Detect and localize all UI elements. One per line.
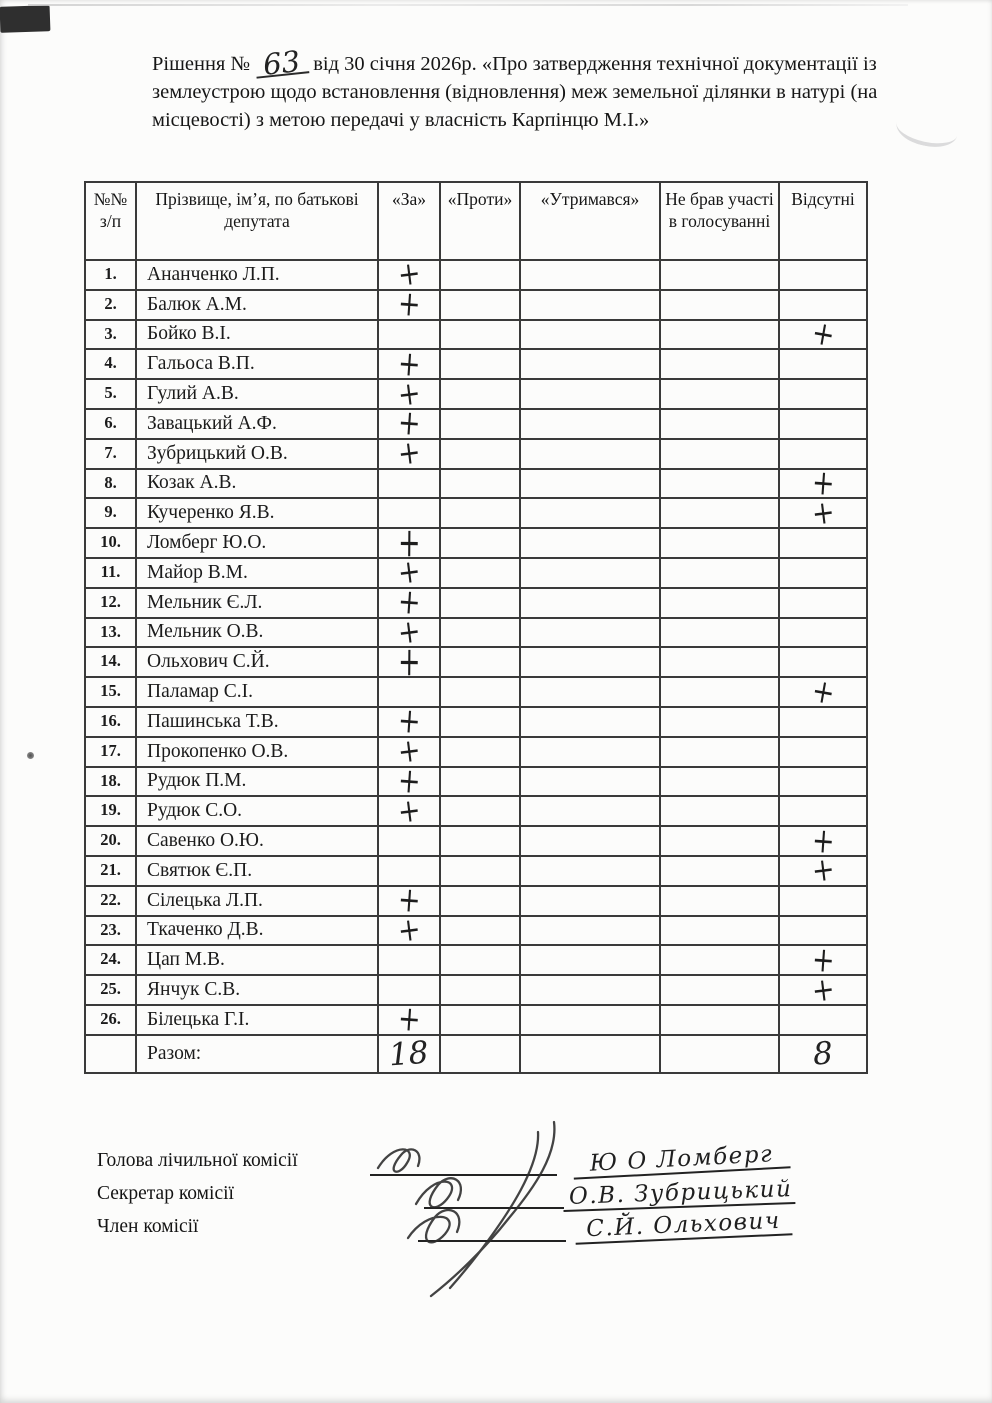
col-header-number: №№ з/п	[85, 182, 136, 260]
scan-dot	[27, 752, 34, 759]
row-number: 6.	[85, 409, 136, 439]
table-row	[85, 439, 867, 469]
vote-mark: +	[396, 880, 422, 922]
vote-proty-cell	[440, 588, 520, 618]
table-row	[85, 469, 867, 499]
vote-nebrav-cell	[660, 439, 779, 469]
deputy-name: Рудюк П.М.	[136, 767, 378, 797]
vote-utrymavsia-cell	[520, 677, 660, 707]
vote-proty-cell	[440, 796, 520, 826]
table-row	[85, 737, 867, 767]
vote-nebrav-cell	[660, 528, 779, 558]
vote-mark: +	[396, 582, 422, 624]
table-row	[85, 916, 867, 946]
totals-vidsutni-value: 8	[811, 1035, 835, 1073]
row-number: 12.	[85, 588, 136, 618]
vote-nebrav-cell	[660, 588, 779, 618]
deputy-name: Білецька Г.І.	[136, 1005, 378, 1035]
vote-za-cell	[378, 791, 440, 831]
vote-vidsutni-cell	[779, 767, 867, 797]
vote-vidsutni-cell: +	[779, 498, 867, 528]
vote-vidsutni-cell	[779, 618, 867, 648]
vote-vidsutni-cell: +	[779, 975, 867, 1005]
vote-proty-cell	[440, 707, 520, 737]
deputy-name: Гальоса В.П.	[136, 349, 378, 379]
totals-label: Разом:	[136, 1035, 378, 1073]
vote-nebrav-cell	[660, 886, 779, 916]
signature-scribble	[358, 1116, 590, 1306]
vote-proty-cell	[440, 826, 520, 856]
vote-nebrav-cell	[660, 737, 779, 767]
row-number: 11.	[85, 558, 136, 588]
row-number: 20.	[85, 826, 136, 856]
vote-mark: +	[396, 284, 422, 326]
totals-utrymavsia-cell	[520, 1035, 660, 1073]
decision-title	[152, 44, 884, 134]
table-row	[85, 409, 867, 439]
totals-row	[85, 1035, 867, 1073]
vote-utrymavsia-cell	[520, 469, 660, 499]
vote-utrymavsia-cell	[520, 707, 660, 737]
deputy-name: Балюк А.М.	[136, 290, 378, 320]
vote-nebrav-cell	[660, 349, 779, 379]
deputy-name: Сілецька Л.П.	[136, 886, 378, 916]
vote-vidsutni-cell: +	[779, 826, 867, 856]
vote-nebrav-cell	[660, 260, 779, 290]
vote-nebrav-cell	[660, 796, 779, 826]
vote-proty-cell	[440, 737, 520, 767]
vote-utrymavsia-cell	[520, 320, 660, 350]
totals-nebrav-cell	[660, 1035, 779, 1073]
vote-vidsutni-cell: +	[779, 320, 867, 350]
vote-nebrav-cell	[660, 409, 779, 439]
col-header-za: «За»	[378, 182, 440, 260]
vote-proty-cell	[440, 767, 520, 797]
vote-vidsutni-cell	[779, 349, 867, 379]
table-row	[85, 767, 867, 797]
deputy-name: Ананченко Л.П.	[136, 260, 378, 290]
vote-proty-cell	[440, 618, 520, 648]
table-row	[85, 290, 867, 320]
vote-proty-cell	[440, 677, 520, 707]
row-number: 10.	[85, 528, 136, 558]
deputy-name: Ткаченко Д.В.	[136, 916, 378, 946]
vote-mark: +	[397, 519, 421, 567]
row-number: 4.	[85, 349, 136, 379]
vote-vidsutni-cell	[779, 588, 867, 618]
deputy-name: Ломберг Ю.О.	[136, 528, 378, 558]
table-row	[85, 647, 867, 677]
vote-utrymavsia-cell	[520, 588, 660, 618]
vote-nebrav-cell	[660, 1005, 779, 1035]
vote-utrymavsia-cell	[520, 975, 660, 1005]
table-row	[85, 320, 867, 350]
vote-proty-cell	[440, 290, 520, 320]
deputy-name: Кучеренко Я.В.	[136, 498, 378, 528]
scan-top-line	[28, 4, 908, 6]
vote-mark: +	[396, 343, 422, 385]
deputy-name: Прокопенко О.В.	[136, 737, 378, 767]
vote-mark: +	[395, 434, 423, 474]
table-row	[85, 498, 867, 528]
col-header-ne-brav: Не брав участі в голосуванні	[660, 182, 779, 260]
vote-utrymavsia-cell	[520, 498, 660, 528]
vote-proty-cell	[440, 498, 520, 528]
table-row	[85, 945, 867, 975]
vote-proty-cell	[440, 349, 520, 379]
deputy-name: Савенко О.Ю.	[136, 826, 378, 856]
vote-utrymavsia-cell	[520, 796, 660, 826]
table-row	[85, 260, 867, 290]
vote-proty-cell	[440, 916, 520, 946]
row-number: 15.	[85, 677, 136, 707]
row-number: 2.	[85, 290, 136, 320]
vote-nebrav-cell	[660, 856, 779, 886]
vote-nebrav-cell	[660, 379, 779, 409]
totals-empty-cell	[85, 1035, 136, 1073]
vote-proty-cell	[440, 439, 520, 469]
table-row	[85, 349, 867, 379]
vote-za-cell	[378, 284, 440, 326]
vote-proty-cell	[440, 1005, 520, 1035]
deputy-name: Мельник Є.Л.	[136, 588, 378, 618]
deputy-name: Цап М.В.	[136, 945, 378, 975]
row-number: 14.	[85, 647, 136, 677]
table-row	[85, 1005, 867, 1035]
table-row	[85, 826, 867, 856]
row-number: 3.	[85, 320, 136, 350]
vote-vidsutni-cell: +	[779, 677, 867, 707]
row-number: 1.	[85, 260, 136, 290]
vote-vidsutni-cell	[779, 886, 867, 916]
vote-utrymavsia-cell	[520, 1005, 660, 1035]
table-header-row	[85, 182, 867, 260]
vote-vidsutni-cell: +	[779, 945, 867, 975]
sig-name-member: С.Й. Ольхович	[574, 1207, 792, 1244]
deputy-name: Гулий А.В.	[136, 379, 378, 409]
deputy-name: Ольхович С.Й.	[136, 647, 378, 677]
vote-utrymavsia-cell	[520, 290, 660, 320]
row-number: 7.	[85, 439, 136, 469]
vote-nebrav-cell	[660, 647, 779, 677]
vote-proty-cell	[440, 469, 520, 499]
decision-title-text: від 30 січня 2026р. «Про затвердження технічної документації із землеустрою щодо встановлення (відновлення) меж земельної ділянки в натурі (на місцевості) з метою передачі у власність Карпінцю М.І.»	[152, 53, 878, 131]
vote-nebrav-cell	[660, 677, 779, 707]
vote-utrymavsia-cell	[520, 647, 660, 677]
vote-za-cell	[378, 469, 440, 499]
row-number: 8.	[85, 469, 136, 499]
vote-nebrav-cell	[660, 320, 779, 350]
vote-utrymavsia-cell	[520, 767, 660, 797]
vote-utrymavsia-cell	[520, 349, 660, 379]
vote-mark: +	[397, 638, 421, 686]
vote-utrymavsia-cell	[520, 379, 660, 409]
vote-za-cell	[378, 343, 440, 385]
vote-mark: +	[396, 760, 422, 803]
vote-vidsutni-cell	[779, 528, 867, 558]
vote-proty-cell	[440, 975, 520, 1005]
table-row	[85, 886, 867, 916]
vote-utrymavsia-cell	[520, 737, 660, 767]
vote-proty-cell	[440, 409, 520, 439]
vote-mark: +	[396, 999, 422, 1041]
row-number: 16.	[85, 707, 136, 737]
vote-nebrav-cell	[660, 916, 779, 946]
vote-za-cell	[378, 910, 440, 950]
row-number: 25.	[85, 975, 136, 1005]
vote-utrymavsia-cell	[520, 856, 660, 886]
vote-proty-cell	[440, 320, 520, 350]
vote-za-cell	[378, 638, 440, 686]
totals-vidsutni-cell	[779, 1035, 867, 1073]
totals-proty-cell	[440, 1035, 520, 1073]
row-number: 24.	[85, 945, 136, 975]
sig-role-secretary: Секретар комісії	[97, 1183, 234, 1204]
vote-nebrav-cell	[660, 618, 779, 648]
table-row	[85, 558, 867, 588]
row-number: 19.	[85, 796, 136, 826]
table-row	[85, 379, 867, 409]
vote-utrymavsia-cell	[520, 528, 660, 558]
decision-title-prefix: Рішення №	[152, 53, 251, 75]
vote-proty-cell	[440, 886, 520, 916]
row-number: 9.	[85, 498, 136, 528]
col-header-vidsutni: Відсутні	[779, 182, 867, 260]
vote-za-cell	[378, 826, 440, 856]
scan-smudge	[893, 106, 961, 152]
col-header-utrymavsia: «Утримався»	[520, 182, 660, 260]
vote-proty-cell	[440, 945, 520, 975]
vote-mark: +	[395, 553, 423, 593]
vote-proty-cell	[440, 558, 520, 588]
row-number: 23.	[85, 916, 136, 946]
vote-nebrav-cell	[660, 498, 779, 528]
decision-number-handwritten: 63	[254, 50, 309, 78]
vote-mark: +	[395, 791, 423, 831]
scan-corner-mark	[0, 5, 50, 33]
vote-utrymavsia-cell	[520, 409, 660, 439]
table-row	[85, 975, 867, 1005]
sig-name-head: Ю О Ломберг	[572, 1140, 790, 1179]
vote-nebrav-cell	[660, 945, 779, 975]
deputy-name: Святюк Є.П.	[136, 856, 378, 886]
table-row	[85, 707, 867, 737]
vote-proty-cell	[440, 379, 520, 409]
table-row	[85, 856, 867, 886]
vote-utrymavsia-cell	[520, 886, 660, 916]
vote-vidsutni-cell: +	[779, 469, 867, 499]
sig-name-secretary: О.В. Зубрицький	[563, 1176, 796, 1212]
vote-za-cell	[378, 434, 440, 474]
row-number: 18.	[85, 767, 136, 797]
table-row	[85, 528, 867, 558]
deputy-name: Бойко В.І.	[136, 320, 378, 350]
vote-utrymavsia-cell	[520, 558, 660, 588]
voting-table	[84, 181, 868, 1074]
sig-role-member: Член комісії	[97, 1216, 199, 1237]
vote-nebrav-cell	[660, 469, 779, 499]
vote-utrymavsia-cell	[520, 916, 660, 946]
vote-nebrav-cell	[660, 826, 779, 856]
table-row	[85, 618, 867, 648]
vote-proty-cell	[440, 647, 520, 677]
vote-za-cell	[378, 945, 440, 975]
vote-vidsutni-cell	[779, 409, 867, 439]
table-row	[85, 588, 867, 618]
vote-utrymavsia-cell	[520, 260, 660, 290]
deputy-name: Козак А.В.	[136, 469, 378, 499]
vote-nebrav-cell	[660, 767, 779, 797]
deputy-name: Зубрицький О.В.	[136, 439, 378, 469]
row-number: 5.	[85, 379, 136, 409]
vote-za-cell	[378, 999, 440, 1041]
deputy-name: Паламар С.І.	[136, 677, 378, 707]
vote-mark: +	[395, 374, 423, 414]
col-header-name: Прізвище, ім’я, по батькові депутата	[136, 182, 378, 260]
vote-nebrav-cell	[660, 975, 779, 1005]
deputy-name: Янчук С.В.	[136, 975, 378, 1005]
vote-mark: +	[395, 732, 423, 772]
vote-mark: +	[396, 403, 422, 445]
vote-vidsutni-cell: +	[779, 856, 867, 886]
vote-nebrav-cell	[660, 558, 779, 588]
vote-vidsutni-cell	[779, 558, 867, 588]
vote-utrymavsia-cell	[520, 826, 660, 856]
deputy-name: Пашинська Т.В.	[136, 707, 378, 737]
vote-vidsutni-cell	[779, 379, 867, 409]
totals-za-value: 18	[387, 1034, 430, 1074]
vote-mark: +	[395, 255, 423, 295]
vote-mark: +	[395, 910, 423, 950]
deputy-name: Мельник О.В.	[136, 618, 378, 648]
col-header-proty: «Проти»	[440, 182, 520, 260]
vote-proty-cell	[440, 260, 520, 290]
vote-za-cell	[378, 760, 440, 803]
vote-mark: +	[395, 612, 423, 652]
vote-utrymavsia-cell	[520, 618, 660, 648]
vote-utrymavsia-cell	[520, 439, 660, 469]
totals-za-cell	[378, 1035, 440, 1073]
vote-proty-cell	[440, 528, 520, 558]
sig-role-head: Голова лічильної комісії	[97, 1150, 298, 1171]
deputy-name: Рудюк С.О.	[136, 796, 378, 826]
row-number: 17.	[85, 737, 136, 767]
deputy-name: Завацький А.Ф.	[136, 409, 378, 439]
vote-utrymavsia-cell	[520, 945, 660, 975]
row-number: 13.	[85, 618, 136, 648]
row-number: 26.	[85, 1005, 136, 1035]
deputy-name: Майор В.М.	[136, 558, 378, 588]
table-row	[85, 796, 867, 826]
row-number: 21.	[85, 856, 136, 886]
vote-vidsutni-cell	[779, 260, 867, 290]
vote-vidsutni-cell	[779, 737, 867, 767]
vote-proty-cell	[440, 856, 520, 886]
vote-vidsutni-cell	[779, 1005, 867, 1035]
row-number: 22.	[85, 886, 136, 916]
vote-nebrav-cell	[660, 290, 779, 320]
table-row	[85, 677, 867, 707]
vote-nebrav-cell	[660, 707, 779, 737]
vote-mark: +	[396, 701, 422, 743]
